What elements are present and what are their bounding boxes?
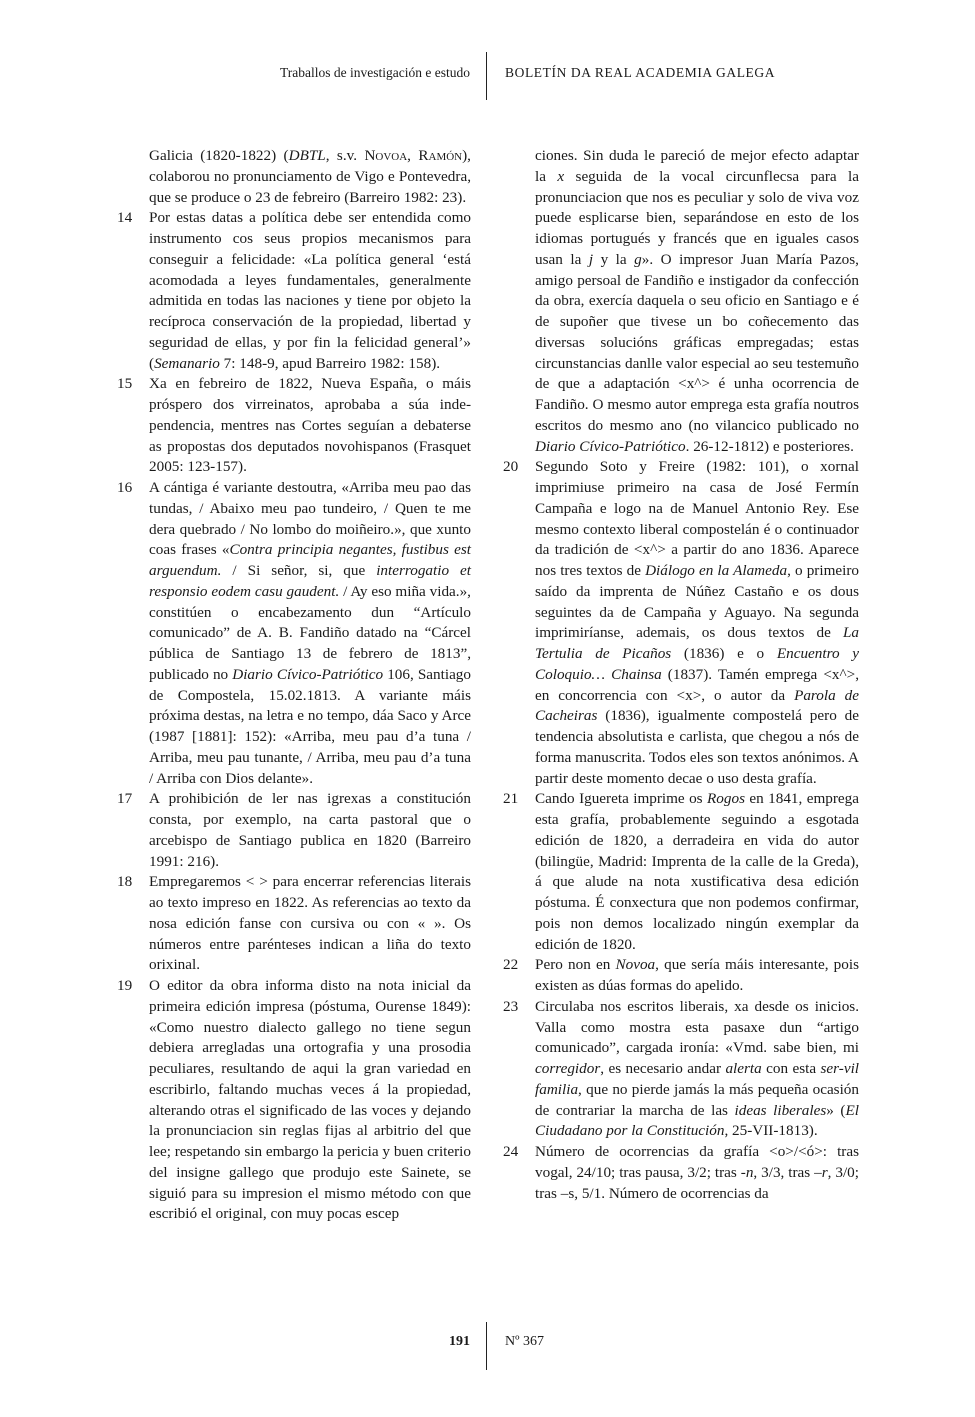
italic-text: Encuentro y Coloquio… Chainsa: [535, 645, 859, 683]
italic-text: Contra principia negantes, fustibus est arguendum.: [149, 541, 471, 579]
footnote-17: [117, 789, 471, 872]
footnote-13-continuation: [117, 146, 471, 208]
footnote-24: [503, 1142, 859, 1204]
footnote-19-continuation: [503, 146, 859, 457]
text: y la: [593, 250, 635, 268]
left-column: [117, 146, 471, 1225]
text: Por estas datas a política debe ser entendida como instrumento cos seus propios mecanismos para conseguir a felicidade: «La política general ‘está acomodada a leyes fundamentales, generalmente admitida en todas las naciones y tiene por objeto la recíproca conservación de la propiedad, libertad y seguridad de ellas, y por fin la felicidad general’» (: [149, 209, 471, 372]
text: Pero non en: [535, 956, 616, 974]
italic-text: Rogos: [707, 790, 745, 808]
italic-text: g: [634, 250, 642, 268]
italic-text: corregidor: [535, 1060, 601, 1077]
page-number: 191: [449, 1334, 470, 1349]
footnote-number: 17: [117, 790, 133, 808]
text: A prohibición de ler nas igrexas a constitución consta, por exemplo, na carta pastoral que o arcebispo de Santiago publica en 1820 (Barreiro 1991: 216).: [149, 790, 471, 870]
footnote-number: 24: [503, 1143, 519, 1160]
text: ciones. Sin duda le pareció de mejor efecto adaptar la: [535, 147, 859, 185]
italic-text: ideas liberales: [734, 1101, 827, 1119]
text: Segundo Soto y Freire (1982: 101), o xornal imprimiuse primeiro na casa de José Fermín Campaña e logo na de Manuel Antonio Rey. Ese mesmo contexto liberal compostelán é o continuador da tradición de <x^> a partir do ano 1836. Aparece nos tres textos de: [535, 458, 859, 579]
footnote-15: [117, 374, 471, 478]
footnote-number: 20: [503, 458, 519, 476]
text: . 26-12-1812) e posteriores.: [685, 437, 854, 455]
italic-text: DBTL: [288, 147, 326, 164]
footnote-20: [503, 457, 859, 789]
italic-text: La Tertulia de Picaños: [535, 624, 859, 662]
text: , 25-VII-1813).: [724, 1122, 818, 1140]
right-column: [503, 146, 859, 1204]
text: O editor da obra informa disto na nota inicial da primeira edición impresa (póstuma, Ourense 1849): «Como nuestro dialecto gallego no tiene segun debiera arregladas una ortografia y una prosodia peculiares, resultando de aqui la gran variedad en escribirlo, faltando muchas veces á la propiedad, alterando otras el significado de las voces y dejando la pronunciacion sin reglas fijas al arbitrio del que lee; respetando sin embargo la pericia y buen criterio del insigne gallego que produjo este Sainete, se siguió para su impresion el mismo método con que escribió el original, con muy pocas escep: [149, 977, 471, 1223]
italic-text: -n: [740, 1163, 754, 1181]
footnote-number: 19: [117, 977, 133, 994]
text: , 3/3, tras: [753, 1163, 815, 1181]
text: (1837). Tamén emprega <x^>, en concorrencia con <x>, o autor da: [535, 665, 859, 704]
footnote-14: [117, 208, 471, 374]
text: » (: [826, 1101, 846, 1119]
footnote-18: [117, 872, 471, 976]
text: , que sería máis interesante, pois existen as dúas formas do apelido.: [535, 956, 859, 994]
text: Xa en febreiro de 1822, Nueva España, o máis próspero dos virreinatos, aprobaba a súa independencia, mentres nas Cortes seguían a debaterse as propostas dos deputados novohispanos (Frasquet 2005: 123-157).: [149, 375, 471, 476]
text: Circulaba nos escritos liberais, xa desde os inicios. Valla como mostra esta pasaxe dun “artigo comunicado”, cargada ironía: «Vmd. sabe bien, mi: [535, 997, 859, 1057]
italic-text: x: [557, 167, 565, 185]
italic-text: Novoa: [615, 956, 656, 974]
text: / Si señor, si, que: [221, 562, 377, 579]
issue-number: Nº 367: [505, 1334, 544, 1349]
text: , s.v.: [325, 147, 365, 164]
italic-text: j: [588, 250, 594, 268]
italic-text: Diario Cívico-Patriótico: [535, 437, 686, 455]
footnote-number: 18: [117, 873, 133, 891]
journal-title: BOLETÍN DA REAL ACADEMIA GALEGA: [505, 65, 776, 80]
italic-text: ser-vil familia: [535, 1060, 860, 1098]
text: seguida de la vocal circunflecsa para la pronunciacion que nos es peculiar y solo de viva voz puede esplicarse bien, separándose en esto de los idiomas portugués y francés que en iguales casos usan la: [535, 167, 859, 268]
text: con esta: [761, 1060, 821, 1077]
text: en 1841, emprega esta grafía, probablemente seguindo a esgotada edición de 1820, a derradeira en vida do autor (bilingüe, Madrid: Imprenta de la calle de la Greda), á que alude na nota xustificativa desa edición póstuma. É conxectura que non podemos confirmar, pois non demos localizado ningún exemplar da edición de 1820.: [535, 790, 860, 953]
italic-text: Parola de Cacheiras: [535, 686, 859, 725]
italic-text: –r: [814, 1163, 828, 1181]
text: / Ay eso miña vida.», constitúen o encabezamento dun “Artículo comunicado” de A. B. Fandiño datado na “Cárcel pública de Santiago 13 de febrero de 1813”, publicado no: [149, 582, 471, 683]
footnote-number: 21: [503, 790, 519, 808]
section-title: Traballos de investigación e estudo: [280, 65, 470, 80]
text: , 3/0; tras –s, 5/1. Número de ocorrencias da: [535, 1163, 859, 1202]
footer-divider: [486, 1322, 487, 1370]
text: Empregaremos < > para encerrar referencias literais ao texto impreso en 1822. As referencias ao texto da nosa edición fanse con cursiva ou con « ». Os números entre parénteses indican a liña do texto orixinal.: [149, 873, 471, 974]
footnote-number: 22: [503, 956, 519, 974]
footnote-number: 14: [117, 209, 133, 227]
italic-text: Diario Cívico-Patriótico: [232, 665, 384, 683]
text: Número de ocorrencias da grafía <o>/<ó>: tras vogal, 24/10; tras pausa, 3/2; tras: [535, 1143, 859, 1181]
text: Galicia (1820-1822) (: [149, 147, 289, 164]
text: ), colaborou no pronunciamento de Vigo e Pontevedra, que se produce o 23 de febreiro (Barreiro 1982: 23).: [149, 147, 471, 206]
text: A cántiga é variante destoutra, «Arriba meu pao das tundas, / Abaixo meu pao tundeiro, / Quen te me dera quebrado / No lombo do moiñeiro.», que xunto coas frases «: [149, 479, 471, 559]
italic-text: interrogatio et responsio eodem casu gaudent.: [149, 562, 471, 600]
running-header: [0, 52, 975, 100]
footnote-23: [503, 997, 859, 1142]
text: (1836) e o: [671, 645, 777, 662]
footnote-number: 16: [117, 479, 133, 496]
italic-text: alerta: [725, 1060, 762, 1077]
text: , es necesario andar: [600, 1060, 726, 1077]
footnote-21: [503, 789, 859, 955]
text: Cando Iguereta imprime os: [535, 790, 708, 808]
footnote-19: [117, 976, 471, 1225]
footnote-16: [117, 478, 471, 789]
small-caps-name: Novoa, Ramón: [364, 147, 463, 164]
running-footer: [0, 1322, 975, 1370]
footnote-22: [503, 955, 859, 997]
italic-text: Diálogo en la Alameda: [645, 562, 788, 579]
italic-text: Semanario: [154, 354, 220, 372]
header-divider: [486, 52, 487, 100]
text: ». O impresor Juan María Pazos, amigo persoal de Fandiño e instigador da confección da obra, exercía daquela o seu oficio en Santiago e é de supoñer que tivese un bo coñecemento das diversas solucións gráficas empregadas; estas circunstancias danlle valor especial ao seu testemuño de que a adaptación <x^> é unha ocorrencia de Fandiño. O mesmo autor emprega esta grafía noutros escritos do mesmo ano (no vilancico publicado no: [535, 250, 859, 434]
text: (1836), igualmente compostelá pero de tendencia absolutista e carlista, que chegou a nós de forma manuscrita. Todos eles son textos anónimos. A partir deste momento decae o uso desta grafía.: [535, 707, 859, 787]
text: , o primeiro saído da imprenta de Núñez Castaño e os dous seguintes da de Campaña y Aguayo. Na segunda imprimiríanse, ademais, os dous textos de: [535, 562, 859, 642]
text: , que no pierde jamás la más pequeña ocasión de contrariar la marcha de las: [535, 1080, 859, 1119]
footnote-number: 15: [117, 375, 133, 393]
text: 7: 148-9, apud Barreiro 1982: 158).: [219, 354, 441, 372]
text: 106, Santiago de Compostela, 15.02.1813. A variante máis próxima destas, na letra e no tempo, dáa Saco y Arce (1987 [1881]: 152): «Arriba, meu pau d’a tuna / Arriba, meu pau tunante, / Arriba, meu pau d’a tuna / Arriba con Dios delante».: [149, 665, 471, 787]
footnote-number: 23: [503, 997, 519, 1015]
italic-text: El Ciudadano por la Constitución: [535, 1101, 859, 1140]
